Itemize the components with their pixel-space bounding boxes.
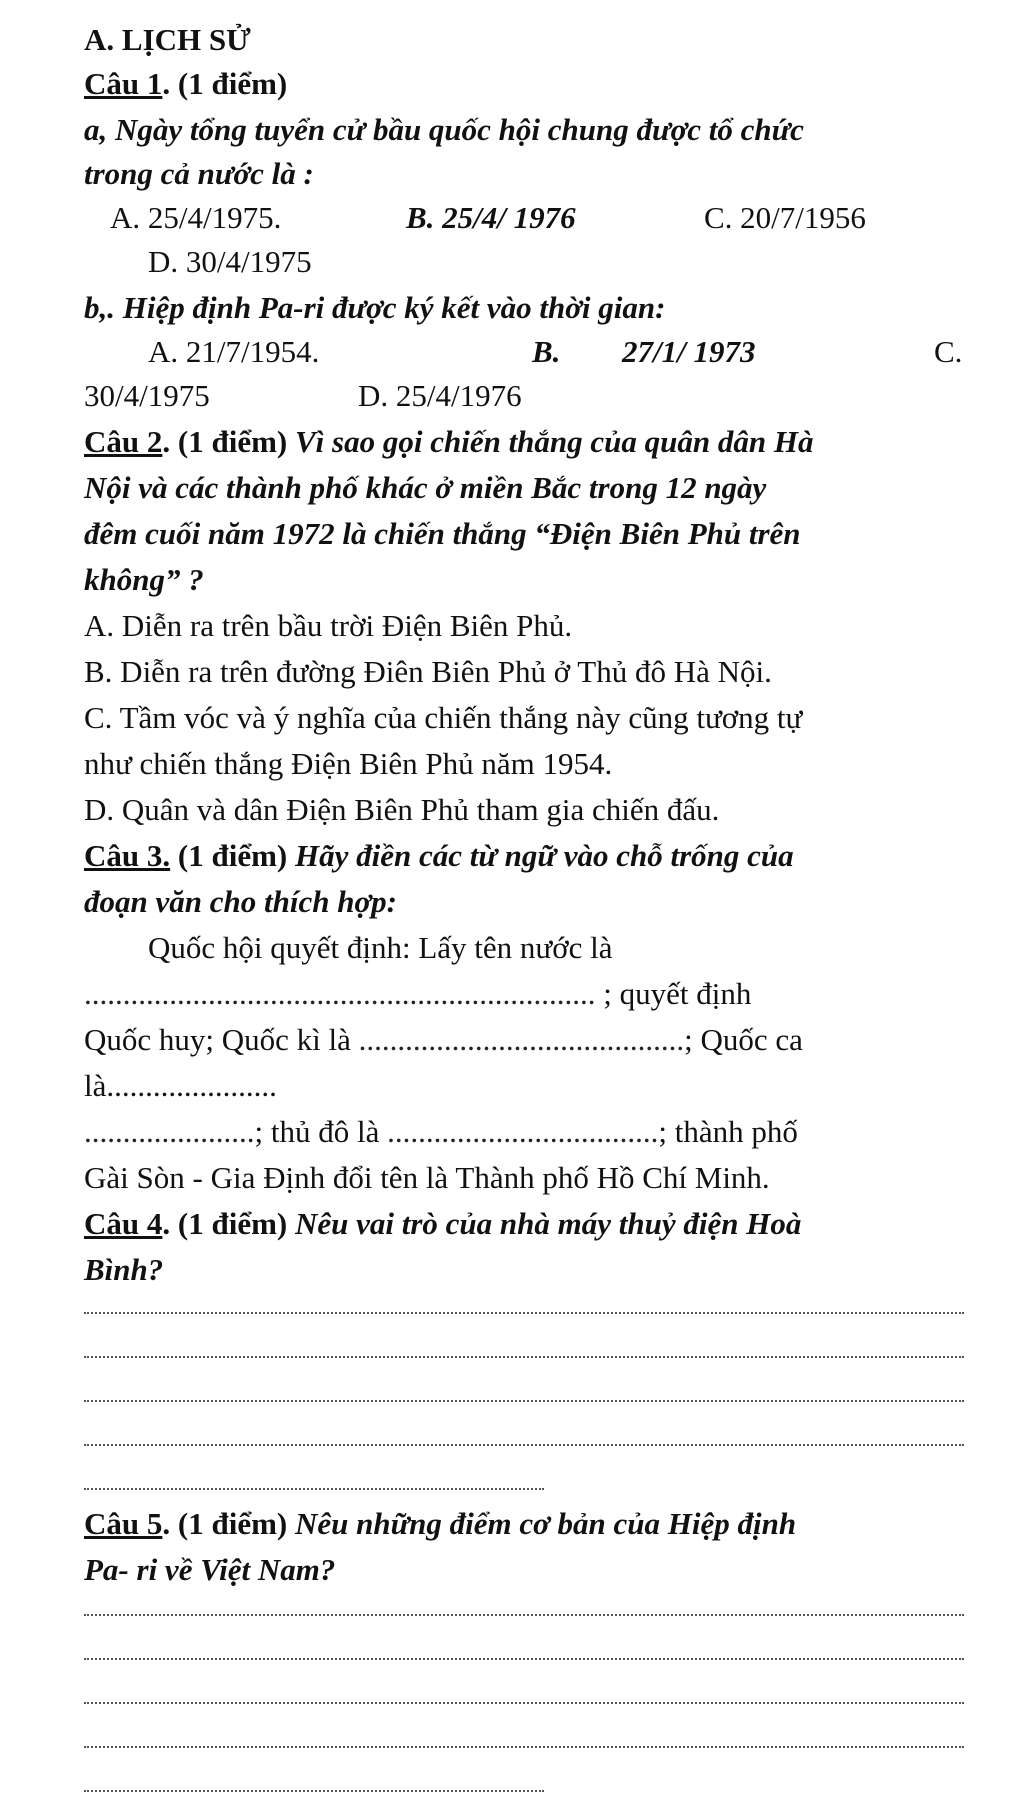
q1-points: . (1 điểm) bbox=[162, 66, 288, 101]
q3-text-capital: ; thủ đô là bbox=[254, 1114, 388, 1149]
q3-text-country-name: Quốc hội quyết định: Lấy tên nước là bbox=[148, 930, 613, 965]
q4-points: . (1 điểm) bbox=[162, 1206, 295, 1241]
q1a-option-d: D. 30/4/1975 bbox=[148, 244, 312, 279]
q2-question-line1: Vì sao gọi chiến thắng của quân dân Hà bbox=[294, 424, 814, 459]
q5-heading bbox=[84, 1502, 964, 1546]
q2-option-c-line2: như chiến thắng Điện Biên Phủ năm 1954. bbox=[84, 746, 613, 781]
q5-answer-line-4[interactable] bbox=[84, 1746, 964, 1748]
q3-paragraph-line6: Gài Sòn - Gia Định đổi tên là Thành phố Hồ Chí Minh. bbox=[84, 1160, 770, 1195]
q2-option-a: A. Diễn ra trên bầu trời Điện Biên Phủ. bbox=[84, 608, 573, 643]
q2-question-line3: đêm cuối năm 1972 là chiến thắng “Điện Biên Phủ trên bbox=[84, 516, 801, 551]
q2-question-line4: không” ? bbox=[84, 562, 204, 597]
q3-question-line1: Hãy điền các từ ngữ vào chỗ trống của bbox=[294, 838, 794, 873]
section-title: A. LỊCH SỬ bbox=[84, 22, 251, 57]
q3-blank-flag: .......................................... bbox=[358, 1022, 685, 1057]
q4-question-line1: Nêu vai trò của nhà máy thuỷ điện Hoà bbox=[294, 1206, 802, 1241]
q1b-option-c-value: 30/4/1975 bbox=[84, 378, 210, 413]
q5-points: . (1 điểm) bbox=[162, 1506, 295, 1541]
q1b-option-c-letter: C. bbox=[934, 334, 963, 369]
q4-label: Câu 4 bbox=[84, 1206, 163, 1241]
q2-option-d: D. Quân và dân Điện Biên Phủ tham gia chiến đấu. bbox=[84, 792, 720, 827]
q4-answer-line-5[interactable] bbox=[84, 1488, 544, 1490]
q1b-option-d: D. 25/4/1976 bbox=[358, 378, 522, 413]
q3-heading bbox=[84, 834, 964, 878]
q3-points: (1 điểm) bbox=[170, 838, 295, 873]
q2-option-b: B. Diễn ra trên đường Điên Biên Phủ ở Thủ đô Hà Nội. bbox=[84, 654, 772, 689]
q2-option-c-line1: C. Tầm vóc và ý nghĩa của chiến thắng này cũng tương tự bbox=[84, 700, 803, 735]
q4-question-line2: Bình? bbox=[84, 1252, 164, 1287]
q1-label: Câu 1 bbox=[84, 66, 163, 101]
q2-label: Câu 2 bbox=[84, 424, 163, 459]
q5-answer-line-5[interactable] bbox=[84, 1790, 544, 1792]
q3-label: Câu 3. bbox=[84, 838, 171, 873]
q3-blank-anthem-cont: ...................... bbox=[84, 1114, 255, 1149]
q5-question-line1: Nêu những điểm cơ bản của Hiệp định bbox=[294, 1506, 797, 1541]
q5-answer-line-3[interactable] bbox=[84, 1702, 964, 1704]
q1a-option-c: C. 20/7/1956 bbox=[704, 200, 866, 235]
q2-question-line2: Nội và các thành phố khác ở miền Bắc trong 12 ngày bbox=[84, 470, 767, 505]
q1b-option-b-letter: B. bbox=[532, 334, 561, 369]
q3-blank-country: .................................................................. bbox=[84, 976, 596, 1011]
q1-heading bbox=[84, 62, 964, 106]
q3-text-flag: Quốc huy; Quốc kì là bbox=[84, 1022, 359, 1057]
q4-answer-line-1[interactable] bbox=[84, 1312, 964, 1314]
q3-paragraph-line3 bbox=[84, 1018, 964, 1062]
q3-question-line2: đoạn văn cho thích hợp: bbox=[84, 884, 397, 919]
q3-paragraph-line2 bbox=[84, 972, 964, 1016]
q1b-option-b-value: 27/1/ 1973 bbox=[622, 334, 756, 369]
q4-answer-line-2[interactable] bbox=[84, 1356, 964, 1358]
q3-text-anthem: ; Quốc ca bbox=[684, 1022, 803, 1057]
q1a-question-line1: a, Ngày tổng tuyển cử bầu quốc hội chung được tổ chức bbox=[84, 112, 804, 147]
q1a-option-b: B. 25/4/ 1976 bbox=[406, 200, 576, 235]
q5-label: Câu 5 bbox=[84, 1506, 163, 1541]
q3-paragraph-line5 bbox=[84, 1110, 964, 1154]
q3-text-decide: ; quyết định bbox=[595, 976, 752, 1011]
q2-heading bbox=[84, 420, 964, 464]
q4-heading bbox=[84, 1202, 964, 1246]
q1b-question: b,. Hiệp định Pa-ri được ký kết vào thời gian: bbox=[84, 290, 666, 325]
q1a-question-line2: trong cả nước là : bbox=[84, 156, 314, 191]
q4-answer-line-4[interactable] bbox=[84, 1444, 964, 1446]
q5-answer-line-1[interactable] bbox=[84, 1614, 964, 1616]
q3-blank-capital: ................................... bbox=[387, 1114, 659, 1149]
q3-blank-anthem: là...................... bbox=[84, 1068, 277, 1103]
q2-points: . (1 điểm) bbox=[162, 424, 295, 459]
q4-answer-line-3[interactable] bbox=[84, 1400, 964, 1402]
q1b-option-a: A. 21/7/1954. bbox=[148, 334, 320, 369]
q5-question-line2: Pa- ri về Việt Nam? bbox=[84, 1552, 336, 1587]
q3-text-city: ; thành phố bbox=[658, 1114, 798, 1149]
q5-answer-line-2[interactable] bbox=[84, 1658, 964, 1660]
q1a-option-a: A. 25/4/1975. bbox=[110, 200, 282, 235]
